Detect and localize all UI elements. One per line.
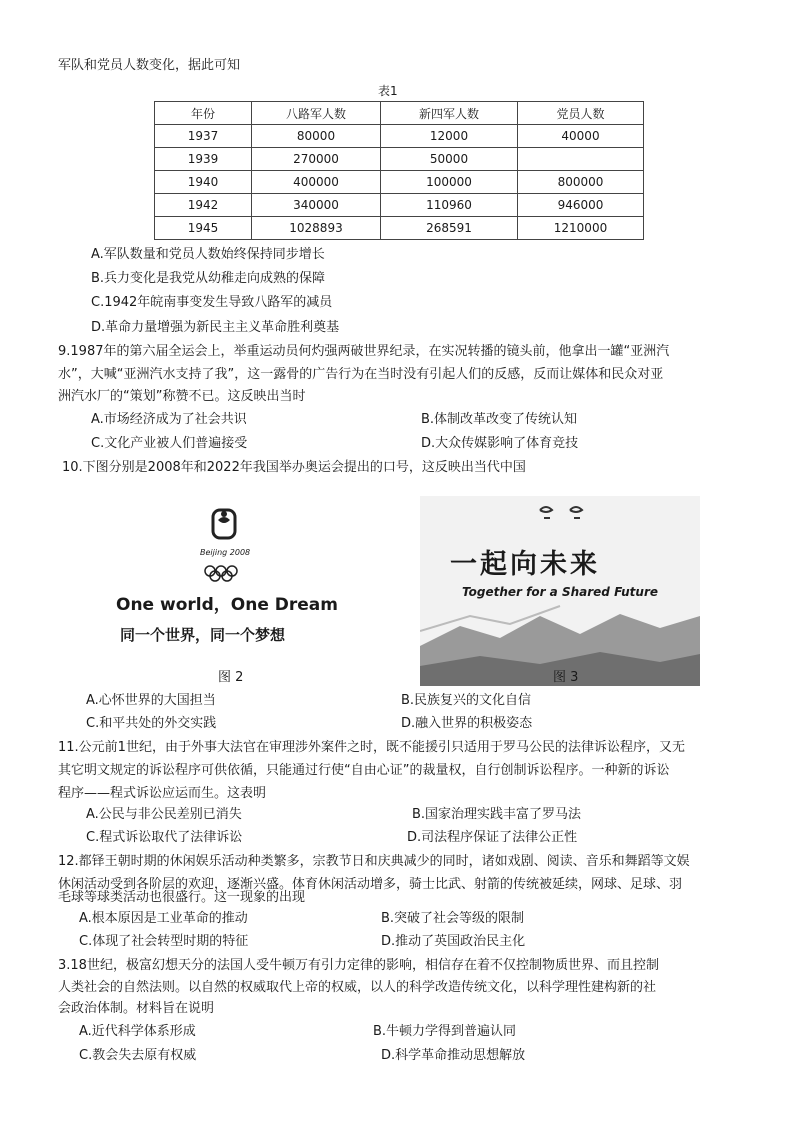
q13-option-d: D.科学革命推动思想解放 bbox=[381, 1048, 526, 1063]
q13-option-b: B.牛顿力学得到普遍认同 bbox=[373, 1024, 517, 1039]
emblem-caption: Beijing 2008 bbox=[200, 548, 251, 557]
figure-2-caption: 图 2 bbox=[218, 670, 244, 685]
q13-stem-line3: 会政治体制。材料旨在说明 bbox=[58, 1001, 215, 1016]
cell: 1937 bbox=[155, 125, 252, 148]
q8-option-b: B.兵力变化是我党从幼稚走向成熟的保障 bbox=[91, 271, 326, 286]
slogan-2022-cn: 一起向未来 bbox=[450, 549, 600, 580]
table-row bbox=[155, 171, 644, 194]
figure-3-beijing-2022 bbox=[420, 496, 700, 686]
cell: 1940 bbox=[155, 171, 252, 194]
q9-stem-line3: 洲汽水厂的“策划”称赞不已。这反映出当时 bbox=[58, 389, 306, 404]
q9-stem-line2: 水”，大喊“亚洲汽水支持了我”，这一露骨的广告行为在当时没有引起人们的反感，反而让媒体和民众对亚 bbox=[58, 367, 664, 382]
cell: 12000 bbox=[381, 125, 518, 148]
q8-option-d: D.革命力量增强为新民主主义革命胜利奠基 bbox=[91, 320, 340, 335]
q12-option-d: D.推动了英国政治民主化 bbox=[381, 934, 526, 949]
cell: 340000 bbox=[252, 194, 381, 217]
q8-option-c: C.1942年皖南事变发生导致八路军的减员 bbox=[91, 295, 333, 310]
cell: 946000 bbox=[518, 194, 644, 217]
q10-option-d: D.融入世界的积极姿态 bbox=[401, 716, 533, 731]
q10-option-a: A.心怀世界的大国担当 bbox=[86, 693, 216, 708]
cell: 1210000 bbox=[518, 217, 644, 240]
slogan-2008-cn: 同一个世界，同一个梦想 bbox=[120, 626, 286, 644]
q9-option-b: B.体制改革改变了传统认知 bbox=[421, 412, 578, 427]
cell: 40000 bbox=[518, 125, 644, 148]
q9-option-a: A.市场经济成为了社会共识 bbox=[91, 412, 247, 427]
q12-option-b: B.突破了社会等级的限制 bbox=[381, 911, 525, 926]
q11-option-b: B.国家治理实践丰富了罗马法 bbox=[412, 807, 582, 822]
q10-option-c: C.和平共处的外交实践 bbox=[86, 716, 217, 731]
cell: 110960 bbox=[381, 194, 518, 217]
table-row bbox=[155, 194, 644, 217]
cell: 1939 bbox=[155, 148, 252, 171]
q9-stem-line1: 9.1987年的第六届全运会上，举重运动员何灼强两破世界纪录，在实况转播的镜头前，他拿出一罐“亚洲汽 bbox=[58, 344, 670, 359]
q11-option-a: A.公民与非公民差别已消失 bbox=[86, 807, 242, 822]
header-year: 年份 bbox=[155, 102, 252, 125]
q12-option-a: A.根本原因是工业革命的推动 bbox=[79, 911, 248, 926]
q13-option-c: C.教会失去原有权威 bbox=[79, 1048, 197, 1063]
q11-stem-line3: 程序——程式诉讼应运而生。这表明 bbox=[58, 786, 267, 801]
cell: 800000 bbox=[518, 171, 644, 194]
q8-option-a: A.军队数量和党员人数始终保持同步增长 bbox=[91, 247, 325, 262]
q11-stem-line1: 11.公元前1世纪，由于外事大法官在审理涉外案件之时，既不能援引只适用于罗马公民的法律诉讼程序，又无 bbox=[58, 740, 685, 755]
cell: 400000 bbox=[252, 171, 381, 194]
q12-stem-line3: 毛球等球类活动也很盛行。这一现象的出现 bbox=[58, 890, 306, 905]
intro-text: 军队和党员人数变化，据此可知 bbox=[58, 58, 241, 73]
q13-option-a: A.近代科学体系形成 bbox=[79, 1024, 196, 1039]
table-row bbox=[155, 217, 644, 240]
cell: 1945 bbox=[155, 217, 252, 240]
q9-option-c: C.文化产业被人们普遍接受 bbox=[91, 436, 248, 451]
cell: 100000 bbox=[381, 171, 518, 194]
q12-option-c: C.体现了社会转型时期的特征 bbox=[79, 934, 249, 949]
cell: 268591 bbox=[381, 217, 518, 240]
cell: 50000 bbox=[381, 148, 518, 171]
header-new-fourth: 新四军人数 bbox=[381, 102, 518, 125]
slogan-2008-en: One world，One Dream bbox=[116, 595, 338, 615]
data-table bbox=[154, 101, 644, 240]
q13-stem-line1: 3.18世纪，极富幻想天分的法国人受牛顿万有引力定律的影响，相信存在着不仅控制物质世界、而且控制 bbox=[58, 958, 659, 973]
q10-option-b: B.民族复兴的文化自信 bbox=[401, 693, 532, 708]
q11-option-c: C.程式诉讼取代了法律诉讼 bbox=[86, 830, 243, 845]
cell bbox=[518, 148, 644, 171]
olympic-emblem-2008-icon bbox=[108, 496, 358, 596]
q10-stem: 10.下图分别是2008年和2022年我国举办奥运会提出的口号，这反映出当代中国 bbox=[62, 460, 526, 475]
figure-2-beijing-2008 bbox=[108, 496, 358, 686]
q13-stem-line2: 人类社会的自然法则。以自然的权威取代上帝的权威，以人的科学改造传统文化，以科学理性建构新的社 bbox=[58, 980, 657, 995]
slogan-2022-en: Together for a Shared Future bbox=[462, 585, 658, 599]
table-row bbox=[155, 125, 644, 148]
cell: 1942 bbox=[155, 194, 252, 217]
q11-stem-line2: 其它明文规定的诉讼程序可供依循，只能通过行使“自由心证”的裁量权，自行创制诉讼程序。一种新的诉讼 bbox=[58, 763, 670, 778]
cell: 80000 bbox=[252, 125, 381, 148]
table-row bbox=[155, 148, 644, 171]
table-header-row bbox=[155, 102, 644, 125]
q12-stem-line2: 休闲活动受到各阶层的欢迎，逐渐兴盛。体育休闲活动增多，骑士比武、射箭的传统被延续，网球、足球、羽 bbox=[58, 877, 683, 892]
cell: 1028893 bbox=[252, 217, 381, 240]
table-title: 表1 bbox=[378, 84, 398, 98]
header-party-members: 党员人数 bbox=[518, 102, 644, 125]
cell: 270000 bbox=[252, 148, 381, 171]
header-eighth-route: 八路军人数 bbox=[252, 102, 381, 125]
q11-option-d: D.司法程序保证了法律公正性 bbox=[407, 830, 578, 845]
figure-3-caption: 图 3 bbox=[553, 670, 579, 685]
q12-stem-line1: 12.都铎王朝时期的休闲娱乐活动种类繁多，宗教节日和庆典减少的同时，诸如戏剧、阅读、音乐和舞蹈等文娱 bbox=[58, 854, 690, 869]
q9-option-d: D.大众传媒影响了体育竞技 bbox=[421, 436, 579, 451]
